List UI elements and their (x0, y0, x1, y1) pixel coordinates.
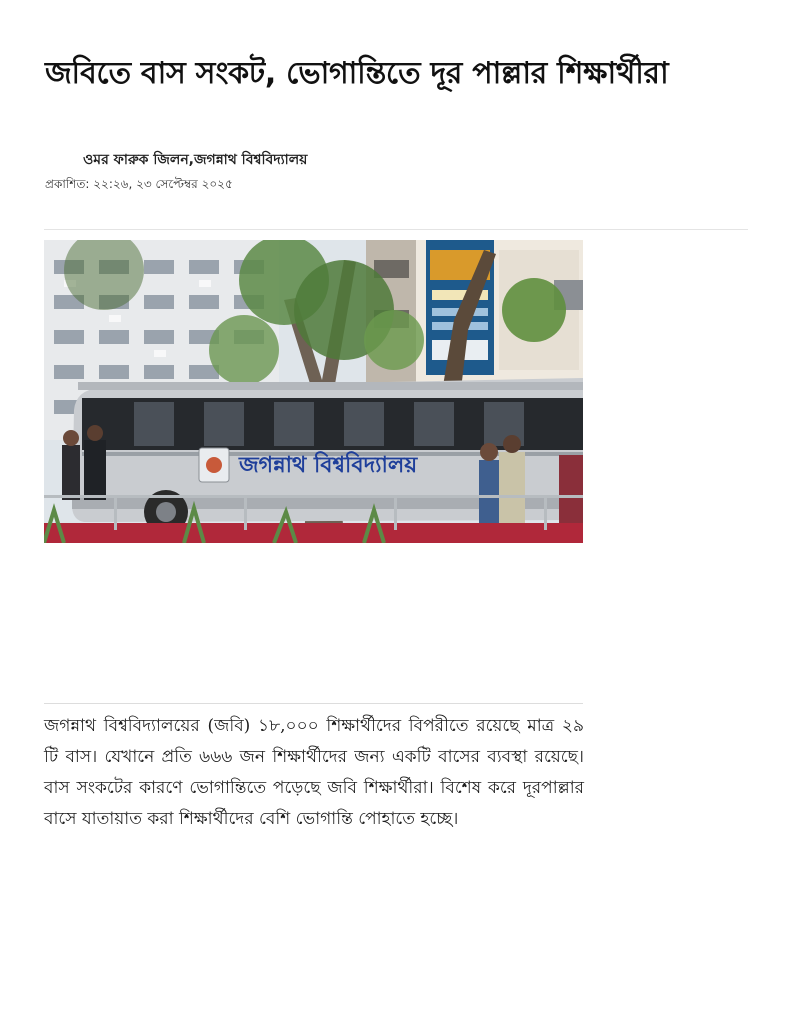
article-photo[interactable] (44, 240, 583, 543)
publish-date: প্রকাশিত: ২২:২৬, ২৩ সেপ্টেম্বর ২০২৫ (45, 177, 233, 191)
article-byline[interactable]: ওমর ফারুক জিলন,জগন্নাথ বিশ্ববিদ্যালয় (83, 152, 308, 168)
article-body: জগন্নাথ বিশ্ববিদ্যালয়ের (জবি) ১৮,০০০ শিক্ষার্থীদের বিপরীতে রয়েছে মাত্র ২৯ টি বাস। যেখানে প্রতি ৬৬৬ জন শিক্ষার্থীদের জন্য একটি বাসের ব্যবস্থা রয়েছে। বাস সংকটের কারণে ভোগান্তিতে পড়েছে জবি শিক্ষার্থীরা। বিশেষ করে দূরপাল্লার বাসে যাতায়াত করা শিক্ষার্থীদের বেশি ভোগান্তি পোহাতে হচ্ছে। (44, 716, 584, 829)
header-divider (44, 229, 748, 230)
bus-lettering: জগন্নাথ বিশ্ববিদ্যালয় (239, 453, 418, 478)
content-divider (44, 703, 583, 704)
article-headline: জবিতে বাস সংকট, ভোগান্তিতে দূর পাল্লার শিক্ষার্থীরা (45, 56, 669, 91)
bus-photo-illustration (44, 240, 583, 543)
